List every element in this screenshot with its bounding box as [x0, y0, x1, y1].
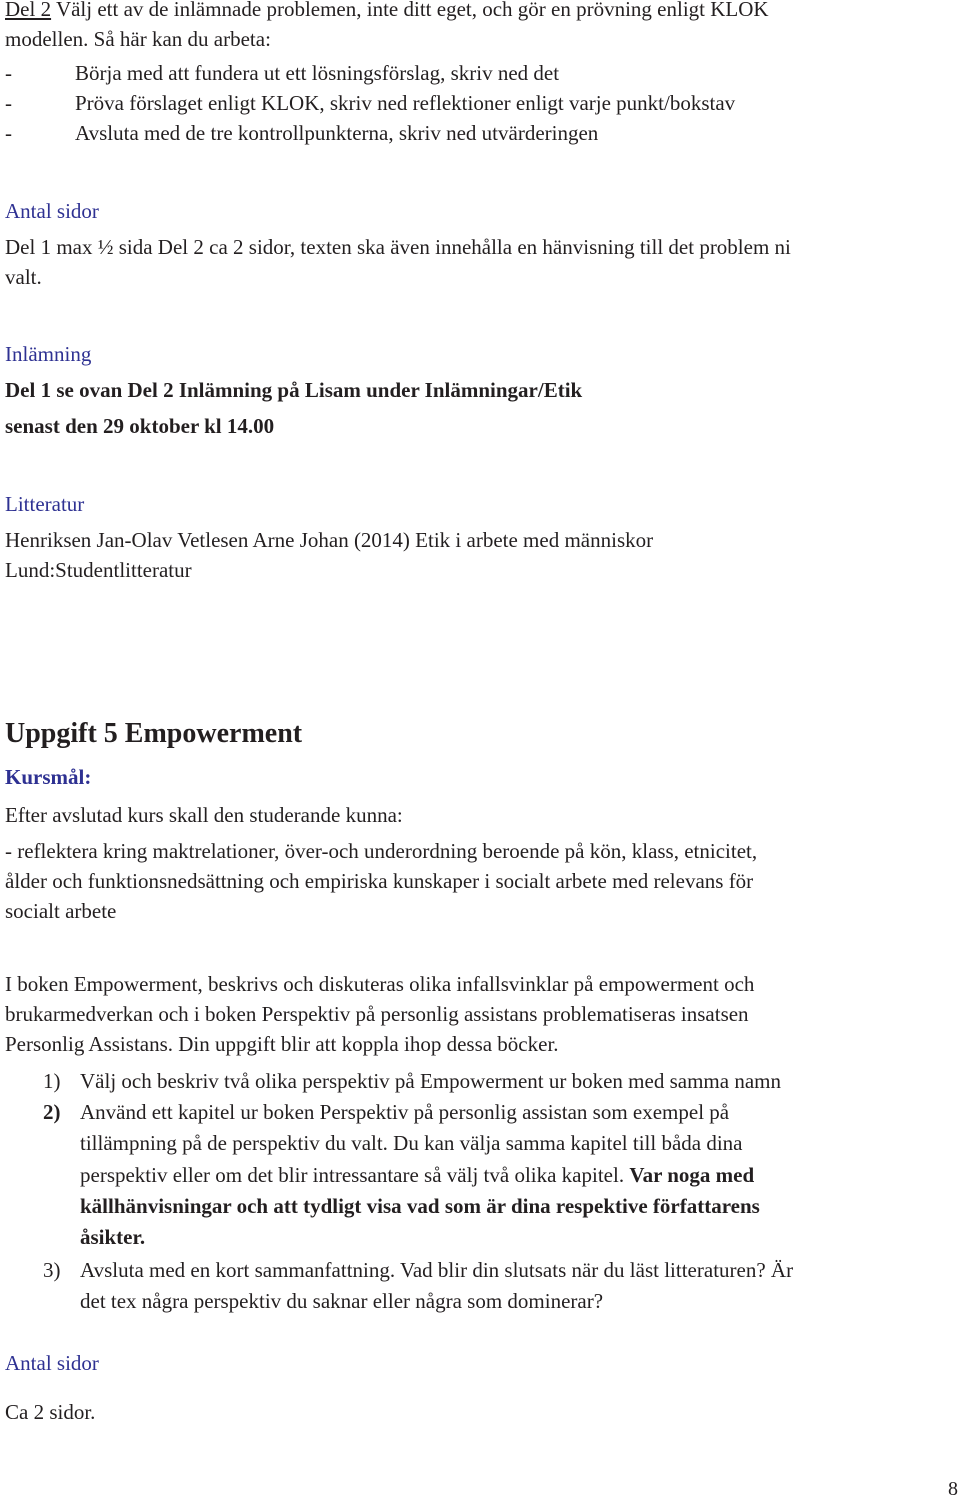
item-2-line-1: Använd ett kapitel ur boken Perspektiv på personlig assistan som exempel på — [80, 1100, 730, 1124]
goal-line-3: socialt arbete — [5, 899, 117, 923]
antal-sidor-2-heading: Antal sidor — [5, 1351, 99, 1375]
para-line-1: I boken Empowerment, beskrivs och diskuteras olika infallsvinklar på empowerment och — [5, 972, 755, 996]
inlamning-line-1: Del 1 se ovan Del 2 Inlämning på Lisam under Inlämningar/Etik — [5, 378, 583, 402]
litteratur-line-1: Henriksen Jan-Olav Vetlesen Arne Johan (2014) Etik i arbete med människor — [5, 528, 654, 552]
step-dash: - — [5, 91, 12, 115]
uppgift-title: Uppgift 5 Empowerment — [5, 718, 303, 749]
step-1: Börja med att fundera ut ett lösningsförslag, skriv ned det — [75, 61, 560, 85]
inlamning-line-2: senast den 29 oktober kl 14.00 — [5, 414, 275, 438]
step-dash: - — [5, 61, 12, 85]
step-3: Avsluta med de tre kontrollpunkterna, skriv ned utvärderingen — [75, 121, 599, 145]
page-number: 8 — [948, 1478, 958, 1500]
goal-line-1: - reflektera kring maktrelationer, över-och underordning beroende på kön, klass, etnicitet, — [5, 839, 758, 863]
del2-label: Del 2 — [5, 0, 52, 21]
para-line-2: brukarmedverkan och i boken Perspektiv på personlig assistans problematiseras insatsen — [5, 1002, 749, 1026]
item-2-emphasis: Var noga med — [629, 1163, 755, 1187]
item-2-line-3-text: perspektiv eller om det blir intressantare så välj två olika kapitel. — [80, 1163, 630, 1187]
item-2-line-3 — [80, 1160, 754, 1190]
item-2-line-5: åsikter. — [80, 1225, 146, 1249]
step-dash: - — [5, 121, 12, 145]
item-1-text: Välj och beskriv två olika perspektiv på Empowerment ur boken med samma namn — [80, 1069, 781, 1093]
intro-line-1 — [5, 0, 769, 24]
item-1-number: 1) — [43, 1069, 61, 1093]
item-3-line-1: Avsluta med en kort sammanfattning. Vad blir din slutsats när du läst litteraturen? Är — [80, 1258, 794, 1282]
inlamning-heading: Inlämning — [5, 342, 92, 366]
antal-sidor-line-1: Del 1 max ½ sida Del 2 ca 2 sidor, texten ska även innehålla en hänvisning till det problem ni — [5, 235, 791, 259]
goal-line-2: ålder och funktionsnedsättning och empiriska kunskaper i socialt arbete med relevans för — [5, 869, 754, 893]
item-2-line-4: källhänvisningar och att tydligt visa vad som är dina respektive författarens — [80, 1194, 760, 1218]
litteratur-line-2: Lund:Studentlitteratur — [5, 558, 192, 582]
para-line-3: Personlig Assistans. Din uppgift blir att koppla ihop dessa böcker. — [5, 1032, 559, 1056]
item-3-line-2: det tex några perspektiv du saknar eller några som dominerar? — [80, 1289, 604, 1313]
step-2: Pröva förslaget enligt KLOK, skriv ned reflektioner enligt varje punkt/bokstav — [75, 91, 736, 115]
efter-line: Efter avslutad kurs skall den studerande kunna: — [5, 803, 403, 827]
antal-sidor-heading: Antal sidor — [5, 199, 99, 223]
antal-sidor-2-value: Ca 2 sidor. — [5, 1400, 96, 1424]
item-2-number: 2) — [43, 1100, 61, 1124]
intro-line-2: modellen. Så här kan du arbeta: — [5, 27, 271, 51]
kursmal-heading: Kursmål: — [5, 765, 92, 789]
antal-sidor-line-2: valt. — [5, 265, 42, 289]
litteratur-heading: Litteratur — [5, 492, 85, 516]
item-3-number: 3) — [43, 1258, 61, 1282]
intro-text: Välj ett av de inlämnade problemen, inte ditt eget, och gör en prövning enligt KLOK — [51, 0, 769, 21]
item-2-line-2: tillämpning på de perspektiv du valt. Du kan välja samma kapitel till båda dina — [80, 1131, 743, 1155]
